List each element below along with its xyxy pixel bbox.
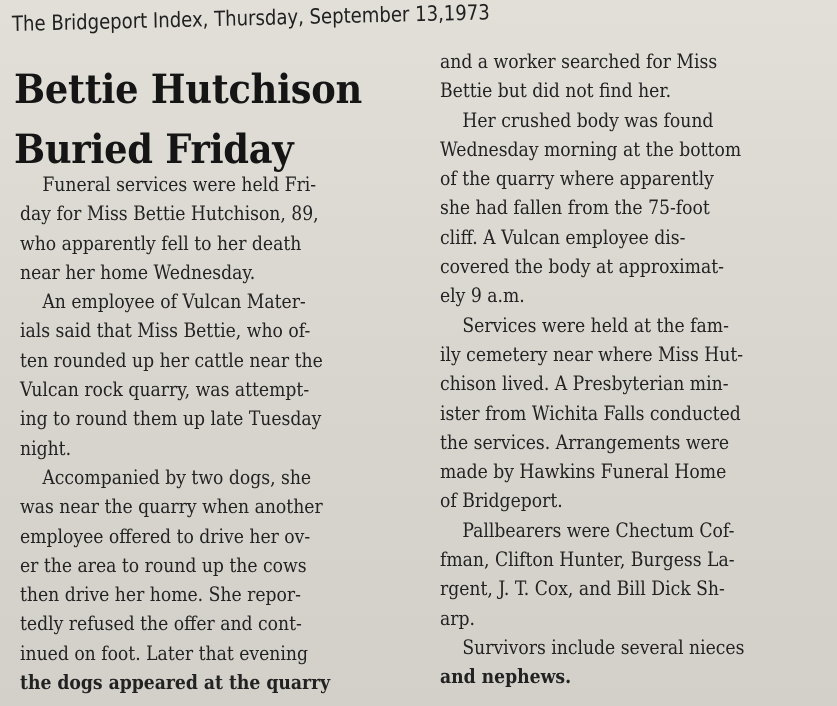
article-line: arp.: [440, 605, 475, 630]
article-line: er the area to round up the cows: [20, 552, 307, 577]
article-right-column: [440, 47, 835, 692]
article-line: employee offered to drive her ov-: [20, 523, 311, 548]
article-line: of the quarry where apparently: [440, 166, 714, 191]
article-line: was near the quarry when another: [20, 494, 323, 519]
article-line: tedly refused the offer and cont-: [20, 611, 302, 636]
article-line: and a worker searched for Miss: [440, 49, 718, 73]
article-line: Accompanied by two dogs, she: [42, 464, 312, 489]
article-line: ials said that Miss Bettie, who of-: [20, 318, 311, 343]
article-line: Her crushed body was found: [462, 107, 714, 132]
article-line: who apparently fell to her death: [20, 230, 302, 255]
article-line: ely 9 a.m.: [440, 283, 525, 308]
article-line: of Bridgeport.: [440, 488, 563, 513]
article-line: day for Miss Bettie Hutchison, 89,: [20, 201, 319, 226]
article-line: Wednesday morning at the bottom: [440, 136, 742, 161]
article-line: she had fallen from the 75-foot: [440, 195, 710, 220]
article-line: Pallbearers were Chectum Cof-: [462, 517, 735, 542]
article-line: Services were held at the fam-: [462, 312, 729, 337]
article-line: ily cemetery near where Miss Hut-: [440, 341, 744, 366]
article-line: near her home Wednesday.: [20, 259, 256, 284]
article-line: covered the body at approximat-: [440, 254, 724, 279]
article-line: then drive her home. She repor-: [20, 582, 301, 607]
article-left-column: [20, 170, 420, 697]
article-line: Funeral services were held Fri-: [42, 172, 317, 196]
article-line: inued on foot. Later that evening: [20, 640, 308, 665]
dateline: The Bridgeport Index, Thursday, September 13,1973: [11, 0, 490, 36]
article-line: night.: [20, 435, 72, 460]
headline-line-2: Buried Friday: [14, 126, 294, 173]
headline-line-1: Bettie Hutchison: [14, 66, 362, 113]
article-line: cliff. A Vulcan employee dis-: [440, 224, 686, 249]
article-line: ister from Wichita Falls conducted: [440, 400, 741, 425]
article-line: made by Hawkins Funeral Home: [440, 459, 727, 484]
article-line: and nephews.: [440, 664, 572, 689]
article-line: Bettie but did not find her.: [440, 78, 672, 103]
article-line: fman, Clifton Hunter, Burgess La-: [440, 547, 735, 572]
headline: [14, 60, 382, 180]
article-line: ing to round them up late Tuesday: [20, 406, 322, 431]
article-line: Survivors include several nieces: [462, 634, 745, 659]
article-line: the services. Arrangements were: [440, 429, 730, 454]
article-line: rgent, J. T. Cox, and Bill Dick Sh-: [440, 576, 725, 601]
article-line: chison lived. A Presbyterian min-: [440, 371, 729, 396]
article-line: the dogs appeared at the quarry: [20, 670, 331, 695]
article-line: An employee of Vulcan Mater-: [42, 289, 306, 314]
article-line: ten rounded up her cattle near the: [20, 347, 323, 372]
article-line: Vulcan rock quarry, was attempt-: [20, 377, 310, 402]
